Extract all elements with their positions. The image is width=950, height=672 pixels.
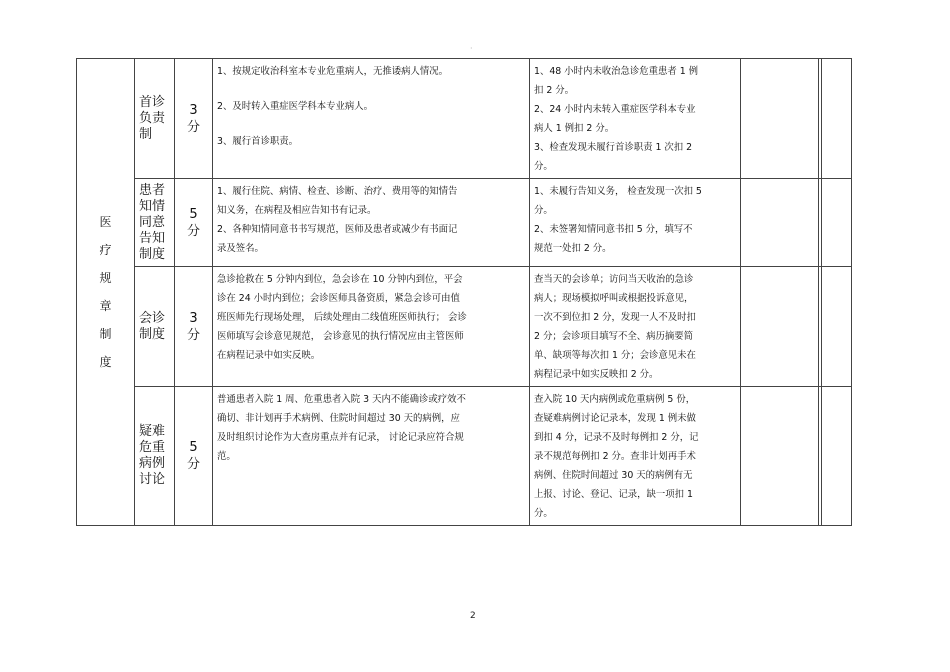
deduction-line: 扣 2 分。 [534,85,575,96]
standard-line: 急诊抢救在 5 分钟内到位，急会诊在 10 分钟内到位，平会 [217,274,463,285]
category-char: 医 [99,215,112,229]
deduction-line: 病人；现场模拟呼叫或根据投诉意见， [534,293,694,304]
score-value: 5 分 [186,440,200,472]
regulation-table [76,58,852,526]
standard-cell [213,179,530,267]
top-mark: · [470,44,473,53]
standard-line: 普通患者入院 1 周、危重患者入院 3 天内不能确诊或疗效不 [217,394,466,405]
deduction-line: 1、48 小时内未收治急诊危重患者 1 例 [534,66,699,77]
deduction-line: 病程记录中如实反映扣 2 分。 [534,369,659,380]
standard-line: 1、按规定收治科室本专业危重病人，无推诿病人情况。 [217,66,448,77]
score-cell [175,267,213,387]
deduction-line: 分。 [534,161,553,172]
category-char: 章 [99,299,112,313]
score-value: 3 分 [186,310,200,343]
standard-cell [213,59,530,179]
deduction-line: 单、缺项等每次扣 1 分；会诊意见未在 [534,350,696,361]
standard-cell [213,267,530,387]
deduction-line: 病人 1 例扣 2 分。 [534,123,615,134]
score-cell [175,59,213,179]
standard-line: 知义务，在病程及相应告知书有记录。 [217,205,377,216]
deduction-line: 2、24 小时内未转入重症医学科本专业 [534,104,696,115]
blank-cell [741,267,819,387]
standard-line: 医师填写会诊意见规范， 会诊意见的执行情况应由主管医师 [217,331,464,342]
standard-line: 2、各种知情同意书书写规范，医师及患者或减少有书面记 [217,224,458,235]
deduction-line: 2 分；会诊项目填写不全、病历摘要简 [534,331,693,342]
item-cell [135,179,175,267]
deduction-line: 规范一处扣 2 分。 [534,243,612,254]
blank-cell [741,387,819,526]
deduction-line: 分。 [534,508,553,519]
deduction-line: 1、未履行告知义务， 检查发现一次扣 5 [534,186,702,197]
item-cell [135,59,175,179]
standard-line: 及时组织讨论作为大查房重点并有记录， 讨论记录应符合规 [217,432,464,443]
category-char: 疗 [99,243,112,257]
blank-cell [822,59,852,179]
score-cell [175,179,213,267]
score-cell [175,387,213,526]
deduction-line: 到扣 4 分，记录不及时每例扣 2 分，记 [534,432,699,443]
item-cell [135,267,175,387]
table-row [77,59,852,179]
deduction-line: 查入院 10 天内病例或危重病例 5 份， [534,394,696,405]
standard-line: 在病程记录中如实反映。 [217,350,321,361]
standard-line: 班医师先行现场处理， 后续处理由二线值班医师执行； 会诊 [217,312,467,323]
item-cell [135,387,175,526]
deduction-cell [530,267,741,387]
standard-line: 录及签名。 [217,243,264,254]
standard-line: 2、及时转入重症医学科本专业病人。 [217,101,373,112]
blank-cell [741,59,819,179]
deduction-line: 2、未签署知情同意书扣 5 分，填写不 [534,224,693,235]
standard-line: 1、履行住院、病情、检查、诊断、治疗、费用等的知情告 [217,186,458,197]
blank-cell [822,387,852,526]
score-value: 5 分 [186,206,200,239]
category-cell [77,59,135,526]
deduction-line: 录不规范每例扣 2 分。查非计划再手术 [534,451,696,462]
score-value: 3 分 [186,102,200,135]
page-number: 2 [470,611,476,621]
deduction-cell [530,179,741,267]
category-char: 规 [99,271,112,285]
deduction-line: 查疑难病例讨论记录本，发现 1 例未做 [534,413,696,424]
deduction-line: 3、检查发现未履行首诊职责 1 次扣 2 [534,142,693,153]
deduction-line: 一次不到位扣 2 分，发现一人不及时扣 [534,312,696,323]
standard-line: 诊在 24 小时内到位；会诊医师具备资质，紧急会诊可由值 [217,293,460,304]
deduction-line: 上报、讨论、登记、记录，缺一项扣 1 [534,489,693,500]
category-char: 度 [99,355,112,369]
standard-line: 范。 [217,451,236,462]
item-name: 首诊 负责 制 [139,94,166,142]
deduction-line: 分。 [534,205,553,216]
item-name: 会诊 制度 [139,310,166,342]
standard-cell [213,387,530,526]
deduction-line: 查当天的会诊单；访问当天收治的急诊 [534,274,694,285]
category-char: 制 [99,327,112,341]
deduction-cell [530,59,741,179]
item-name: 疑难 危重 病例 讨论 [139,424,166,487]
deduction-line: 病例、住院时间超过 30 天的病例有无 [534,470,693,481]
standard-line: 3、履行首诊职责。 [217,136,298,147]
blank-cell [822,267,852,387]
deduction-cell [530,387,741,526]
standard-line: 确切、非计划再手术病例、住院时间超过 30 天的病例，应 [217,413,460,424]
item-name: 患者 知情 同意 告知 制度 [139,182,166,262]
table-row [77,179,852,267]
table-row [77,387,852,526]
blank-cell [741,179,819,267]
blank-cell [822,179,852,267]
table-row [77,267,852,387]
